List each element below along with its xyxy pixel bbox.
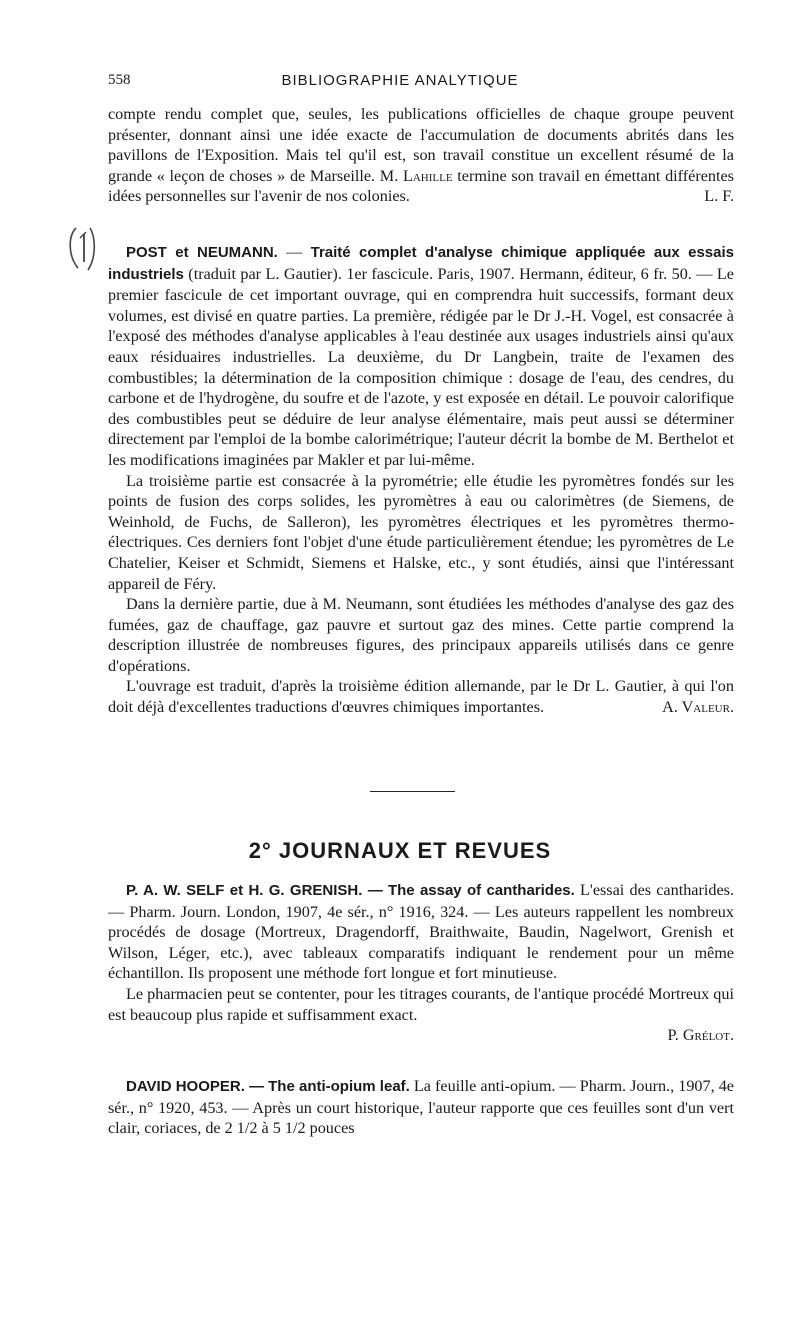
section-divider [370, 791, 455, 792]
review-title: Traité complet d'analyse chimique appliquée aux essais industriels [108, 244, 735, 283]
signature: L. F. [704, 187, 734, 206]
review-title: The anti-opium leaf. [268, 1078, 410, 1095]
page-number: 558 [108, 72, 131, 88]
name-lahille: Lahille [402, 166, 453, 185]
review-1-tail: compte rendu complet que, seules, les publications officielles de chaque groupe peuvent présenter, donnant ainsi une idée exacte de l'accumulation de documents abrités dans les pavillons de l'Exposition. Mais tel qu'il est, son travail constitue un excellent résumé de la grande « leçon de choses » de Marseille. M. Lahille termine son travail en émettant différentes idées personnelles sur l'avenir de nos colonies. L. F. [108, 105, 734, 206]
section-heading: 2° JOURNAUX ET REVUES [248, 838, 552, 863]
signature: P. Grélot. [667, 1026, 734, 1045]
review-authors: P. A. W. SELF et H. G. GRENISH. — [126, 882, 383, 899]
handwritten-margin-mark [66, 222, 102, 280]
review-title: The assay of cantharides. [387, 882, 575, 899]
running-title: BIBLIOGRAPHIE ANALYTIQUE [281, 72, 519, 89]
review-self-grenish: P. A. W. SELF et H. G. GRENISH. — The assay of cantharides. L'essai des cantharides. — Pharm. Journ. London, 1907, 4e sér., n° 1916, 324. — Les auteurs rappellent les nombreux procédés de dosage (Mortreux, Dragendorff, Braithwaite, Baudin, Nagelwort, Grenish et Wilson, Léger, etc.), avec tableaux comparatifs indiquant le rendement pour un même échantillon. Ils proposent une méthode fort longue et fort minutieuse. Le pharmacien peut se contenter, pour les titrages courants, de l'antique procédé Mortreux qui est beaucoup plus rapide et suffisamment exact. P. Grélot. [108, 881, 735, 1045]
signature: A. Valeur. [662, 698, 734, 717]
review-post-neumann: POST et NEUMANN. — Traité complet d'analyse chimique appliquée aux essais industriels (traduit par L. Gautier). 1er fascicule. Paris, 1907. Hermann, éditeur, 6 fr. 50. — Le premier fascicule de cet important ouvrage, qui en comprendra huit successifs, formant deux volumes, est divisé en quatre parties. La première, rédigée par le Dr J.-H. Vogel, est consacrée à l'exposé des méthodes d'analyse applicables à l'eau destinée aux usages industriels ainsi qu'aux eaux résiduaires industrielles. La deuxième, du Dr Langbein, traite de l'examen des combustibles; la détermination de la composition chimique : dosage de l'eau, des cendres, du carbone et de l'hydrogène, du soufre et de l'azote, y est exposée en détail. Le pouvoir calorifique des combustibles peut se déduire de leur analyse élémentaire, mais peut aussi se déterminer directement par l'emploi de la bombe calorimétrique; l'auteur décrit la bombe de M. Berthelot et les modifications imaginées par Makler et par lui-même. La troisième partie est consacrée à la pyrométrie; elle étudie les pyromètres fondés sur les points de fusion des corps solides, les pyromètres à eau ou calorimètres (de Siemens, de Weinhold, de Fuchs, de Salleron), les pyromètres électriques et les pyromètres thermo-électriques. Ces derniers font l'objet d'une étude particulièrement étendue; les pyromètres de Le Chatelier, Keiser et Schmidt, Siemens et Halske, etc., y sont étudiés, ainsi que l'intéressant appareil de Féry. Dans la dernière partie, due à M. Neumann, sont étudiées les méthodes d'analyse des gaz des fumées, gaz de chauffage, gaz pauvre et surtout gaz des mines. Cette partie comprend la description illustrée de nombreuses figures, des principaux appareils utilisés dans ce genre d'opérations. L'ouvrage est traduit, d'après la troisième édition allemande, par le Dr L. Gautier, à qui l'on doit déjà d'excellentes traductions d'œuvres chimiques importantes. A. Valeur. [108, 243, 735, 717]
review-authors: POST et NEUMANN. [126, 244, 278, 261]
review-authors: DAVID HOOPER. — [126, 1078, 265, 1095]
review-david-hooper: DAVID HOOPER. — The anti-opium leaf. La feuille anti-opium. — Pharm. Journ., 1907, 4e sér., n° 1920, 453. — Après un court historique, l'auteur rapporte que ces feuilles sont d'un vert clair, coriaces, de 2 1/2 à 5 1/2 pouces [108, 1077, 734, 1138]
